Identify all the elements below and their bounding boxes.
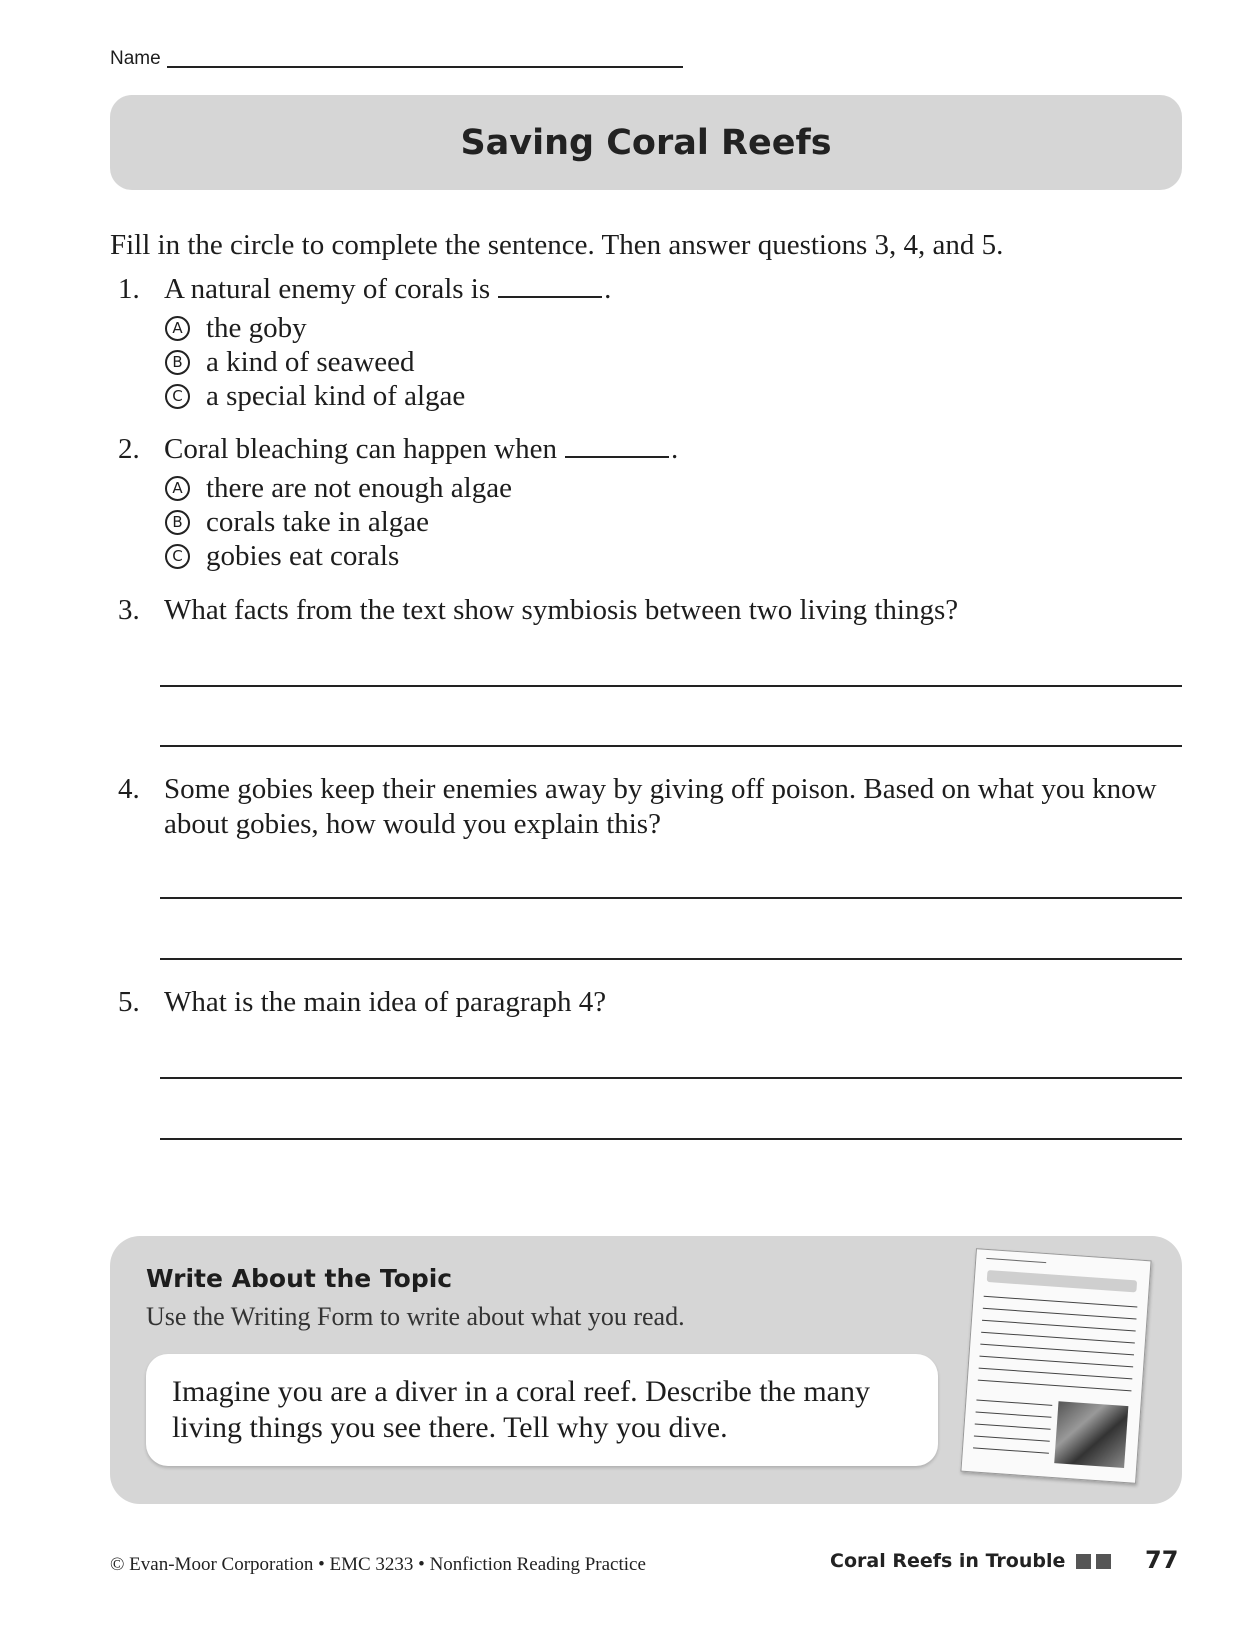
answer-line[interactable]	[160, 1138, 1182, 1140]
option-2c[interactable]	[165, 539, 399, 573]
option-1a[interactable]	[165, 311, 307, 345]
question-end-punct: .	[604, 273, 612, 305]
answer-line[interactable]	[160, 1077, 1182, 1079]
thumb-line	[976, 1412, 1052, 1418]
instructions: Fill in the circle to complete the sentence. Then answer questions 3, 4, and 5.	[110, 229, 1004, 261]
question-stem: What is the main idea of paragraph 4?	[164, 986, 607, 1018]
option-1c[interactable]	[165, 379, 465, 413]
thumb-line	[983, 1308, 1137, 1320]
thumb-line	[981, 1332, 1135, 1344]
answer-blank	[498, 296, 602, 298]
question-stem	[164, 432, 678, 467]
question-number: 2.	[118, 433, 140, 465]
thumb-line	[982, 1320, 1136, 1332]
question-text: Coral bleaching can happen when	[164, 433, 557, 465]
thumb-line	[979, 1368, 1133, 1380]
thumb-coral-photo	[1054, 1401, 1128, 1468]
answer-line[interactable]	[160, 685, 1182, 687]
answer-bubble-b[interactable]: B	[165, 350, 190, 375]
page-title: Saving Coral Reefs	[460, 122, 832, 163]
option-1b[interactable]	[165, 345, 415, 379]
footer-unit-title: Coral Reefs in Trouble	[830, 1550, 1066, 1572]
title-banner	[110, 95, 1182, 190]
question-text: A natural enemy of corals is	[164, 273, 491, 305]
option-text: corals take in algae	[206, 506, 430, 538]
page-number: 77	[1145, 1546, 1179, 1574]
thumb-name-line	[986, 1258, 1046, 1263]
answer-line[interactable]	[160, 897, 1182, 899]
option-2b[interactable]	[165, 505, 429, 539]
option-2a[interactable]	[165, 471, 512, 505]
thumb-line	[975, 1423, 1051, 1429]
thumb-line	[976, 1400, 1052, 1406]
thumb-title-bar	[987, 1270, 1137, 1292]
thumb-line	[984, 1296, 1138, 1308]
option-text: there are not enough algae	[206, 472, 512, 504]
thumb-line	[973, 1447, 1049, 1453]
answer-bubble-a[interactable]: A	[165, 476, 190, 501]
option-text: gobies eat corals	[206, 540, 400, 572]
answer-bubble-c[interactable]: C	[165, 384, 190, 409]
answer-bubble-a[interactable]: A	[165, 316, 190, 341]
answer-bubble-c[interactable]: C	[165, 544, 190, 569]
thumb-line	[980, 1344, 1134, 1356]
question-stem	[164, 272, 611, 307]
footer-unit	[830, 1550, 1111, 1572]
question-stem: What facts from the text show symbiosis between two living things?	[164, 594, 959, 626]
option-text: the goby	[206, 312, 307, 344]
footer-copyright: © Evan-Moor Corporation • EMC 3233 • Nonfiction Reading Practice	[110, 1554, 646, 1575]
answer-blank	[565, 456, 669, 458]
answer-bubble-b[interactable]: B	[165, 510, 190, 535]
topic-heading: Write About the Topic	[146, 1264, 453, 1293]
thumb-line	[979, 1356, 1133, 1368]
question-end-punct: .	[670, 433, 679, 465]
option-text: a kind of seaweed	[206, 346, 415, 378]
question-number: 4.	[118, 773, 140, 805]
name-row	[110, 48, 683, 70]
name-label: Name	[110, 48, 161, 69]
writing-form-thumbnail	[960, 1248, 1151, 1484]
thumb-line	[978, 1380, 1132, 1392]
square-icon	[1076, 1554, 1091, 1569]
thumb-line	[974, 1435, 1050, 1441]
answer-line[interactable]	[160, 958, 1182, 960]
topic-subtitle: Use the Writing Form to write about what you read.	[146, 1302, 685, 1331]
question-stem: Some gobies keep their enemies away by giving off poison. Based on what you know about gobies, how would you explain this?	[164, 773, 1157, 840]
square-icon	[1096, 1554, 1111, 1569]
writing-prompt: Imagine you are a diver in a coral reef. Describe the many living things you see there. Tell why you dive.	[146, 1354, 938, 1466]
name-write-line[interactable]	[167, 66, 683, 68]
answer-line[interactable]	[160, 745, 1182, 747]
question-number: 3.	[118, 594, 140, 626]
question-number: 1.	[118, 273, 140, 305]
question-number: 5.	[118, 986, 140, 1018]
option-text: a special kind of algae	[206, 380, 466, 412]
